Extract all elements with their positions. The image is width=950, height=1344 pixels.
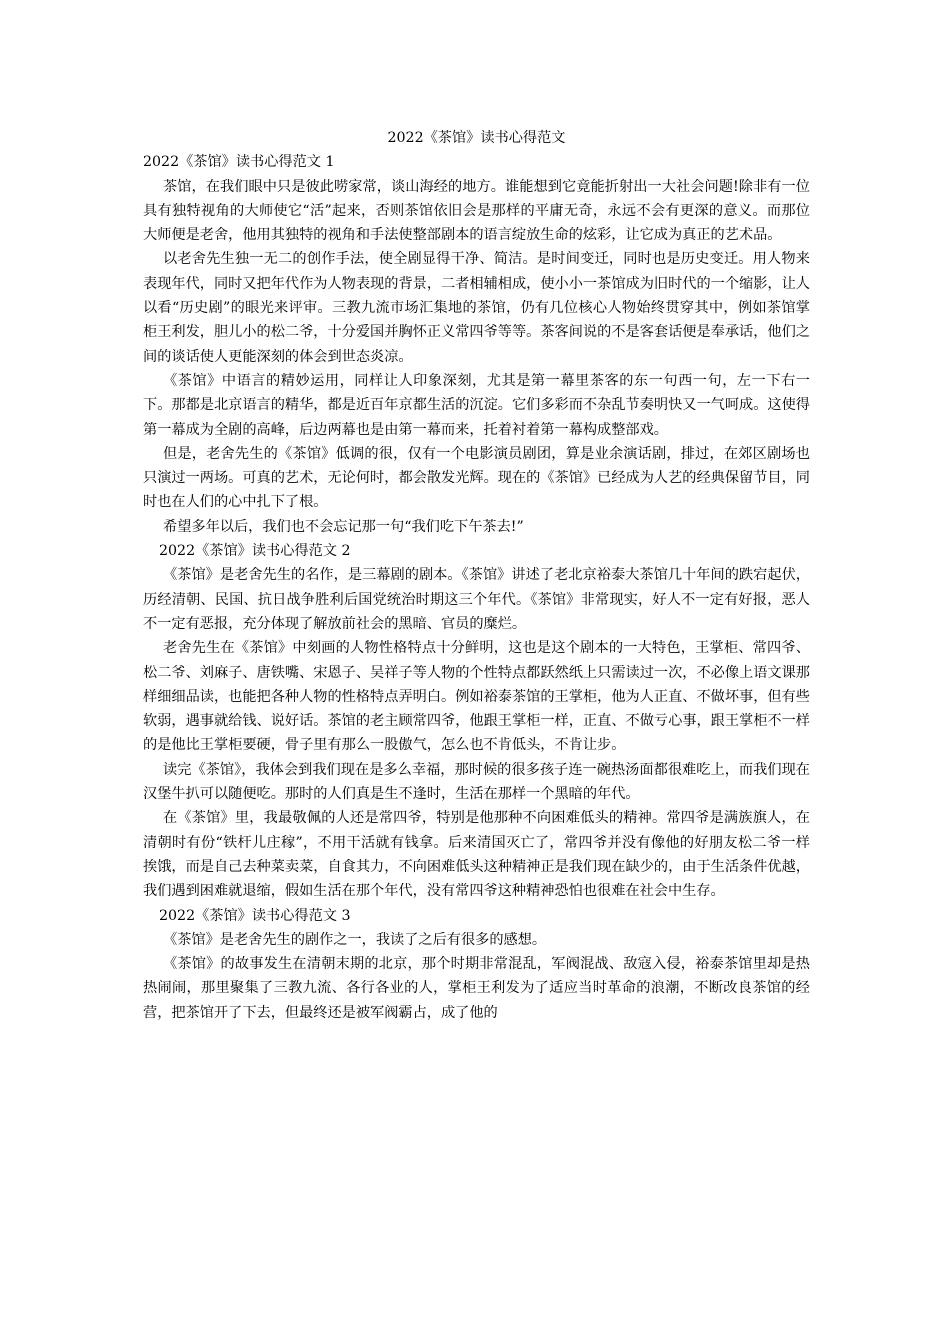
section-heading-2: 2022《茶馆》读书心得范文 2: [159, 543, 351, 560]
paragraph: 老舍先生在《茶馆》中刻画的人物性格特点十分鲜明，这也是这个剧本的一大特色，王掌柜、常四爷、松二爷、刘麻子、唐铁嘴、宋恩子、吴祥子等人物的个性特点都跃然纸上只需读过一次，不必像上语文课那样细细品读，也能把各种人物的性格特点弄明白。例如裕泰茶馆的王掌柜，他为人正直、不做坏事，但有些软弱，遇事就给钱、说好话。茶馆的老主顾常四爷，他跟王掌柜一样，正直、不做亏心事，跟王掌柜不一样的是他比王掌柜要硬，骨子里有那么一股傲气，怎么也不肯低头，不肯让步。: [143, 640, 810, 754]
paragraph: 《茶馆》是老舍先生的剧作之一，我读了之后有很多的感想。: [163, 931, 547, 948]
paragraph: 在《茶馆》里，我最敬佩的人还是常四爷，特别是他那种不向困难低头的精神。常四爷是满族旗人，在清朝时有份“铁杆儿庄稼”，不用干活就有钱拿。后来清国灭亡了，常四爷并没有像他的好朋友松二爷一样挨饿，而是自己去种菜卖菜，自食其力，不向困难低头这种精神正是我们现在缺少的，由于生活条件优越，我们遇到困难就退缩，假如生活在那个年代，没有常四爷这种精神恐怕也很难在社会中生存。: [143, 810, 810, 900]
paragraph: 读完《茶馆》，我体会到我们现在是多么幸福，那时候的很多孩子连一碗热汤面都很难吃上，而我们现在汉堡牛扒可以随便吃。那时的人们真是生不逢时，生活在那样一个黑暗的年代。: [143, 761, 810, 803]
paragraph: 以老舍先生独一无二的创作手法，使全剧显得干净、简洁。是时间变迁，同时也是历史变迁。用人物来表现年代，同时又把年代作为人物表现的背景，二者相辅相成，使小小一茶馆成为旧时代的一个缩影，让人以看“历史剧”的眼光来评审。三教九流市场汇集地的茶馆，仍有几位核心人物始终贯穿其中，例如茶馆掌柜王利发，胆儿小的松二爷，十分爱国并胸怀正义常四爷等等。茶客间说的不是客套话便是奉承话，他们之间的谈话使人更能深刻的体会到世态炎凉。: [143, 251, 810, 365]
paragraph: 希望多年以后，我们也不会忘记那一句“我们吃下午茶去!”: [163, 518, 524, 535]
paragraph: 但是，老舍先生的《茶馆》低调的很，仅有一个电影演员剧团，算是业余演话剧，排过，在郊区剧场也只演过一两场。可真的艺术，无论何时，都会散发光辉。现在的《茶馆》已经成为人艺的经典保留节目，同时也在人们的心中扎下了根。: [143, 445, 810, 511]
paragraph: 《茶馆》中语言的精妙运用，同样让人印象深刻，尤其是第一幕里茶客的东一句西一句，左一下右一下。那都是北京语言的精华，都是近百年京都生活的沉淀。它们多彩而不杂乱节奏明快又一气呵成。这使得第一幕成为全剧的高峰，后边两幕也是由第一幕而来，托着衬着第一幕构成整部戏。: [143, 372, 810, 438]
section-heading-3: 2022《茶馆》读书心得范文 3: [159, 907, 351, 924]
paragraph: 《茶馆》的故事发生在清朝末期的北京，那个时期非常混乱，军阀混战、敌寇入侵，裕泰茶馆里却是热热闹闹，那里聚集了三教九流、各行各业的人，掌柜王利发为了适应当时革命的浪潮，不断改良茶馆的经营，把茶馆开了下去，但最终还是被军阀霸占，成了他的: [143, 956, 810, 1021]
paragraph: 茶馆，在我们眼中只是彼此唠家常，谈山海经的地方。谁能想到它竟能折射出一大社会问题!除非有一位具有独特视角的大师使它“活”起来，否则茶馆依旧会是那样的平庸无奇，永远不会有更深的意义。而那位大师便是老舍，他用其独特的视角和手法使整部剧本的语言绽放生命的炫彩，让它成为真正的艺术品。: [143, 178, 810, 244]
document-title: 2022《茶馆》读书心得范文: [387, 130, 566, 146]
section-heading-1: 2022《茶馆》读书心得范文 1: [143, 154, 335, 171]
document-page: [143, 126, 810, 1025]
paragraph: 《茶馆》是老舍先生的名作，是三幕剧的剧本。《茶馆》讲述了老北京裕泰大茶馆几十年间的跌宕起伏，历经清朝、民国、抗日战争胜利后国党统治时期这三个年代。《茶馆》非常现实，好人不一定有好报，恶人不一定有恶报，充分体现了解放前社会的黑暗、官员的糜烂。: [143, 567, 810, 632]
